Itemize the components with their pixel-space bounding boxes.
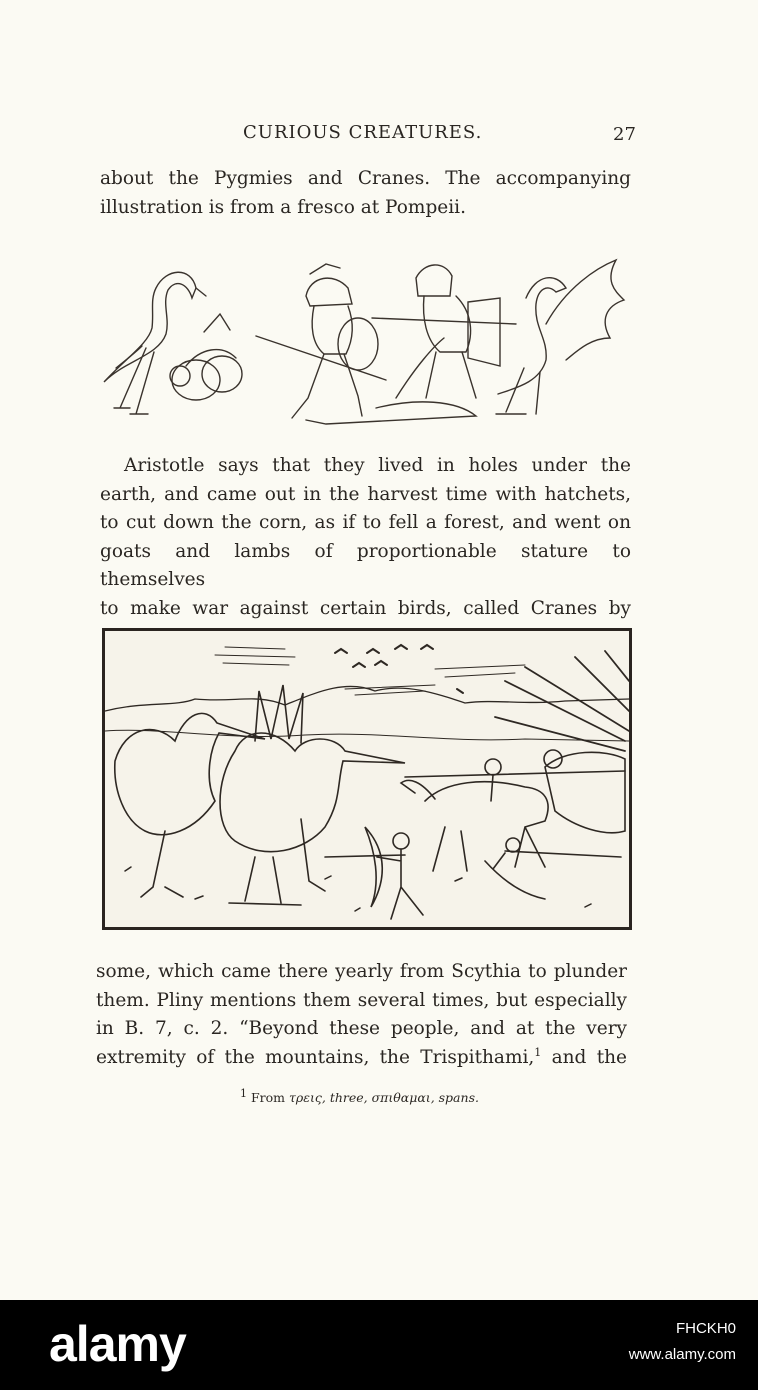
text-line: some, which came there yearly from Scythia to plunder [96,961,627,982]
site-url: www.alamy.com [628,1346,736,1363]
mountain-horizon [105,686,629,711]
text-line: earth, and came out in the harvest time with hatchets, [100,483,631,505]
footnote-marker: 1 [240,1086,247,1100]
paragraph-pygmies [100,165,631,222]
fresco-illustration [96,248,628,430]
text-line: illustration is from a fresco at Pompeii. [100,196,466,218]
pygmy-spearman-figure [372,265,516,398]
crane-group [115,685,405,905]
running-header: CURIOUS CREATURES. [243,122,483,143]
crane-figure [104,272,206,414]
crane-figure [496,260,624,414]
greek-word: τρεις, [288,1090,326,1105]
text-line: them. Pliny mentions them several times, but especially [96,989,627,1011]
paragraph-aristotle [100,452,631,623]
footnote-gloss: three, [325,1090,368,1105]
text-line: to cut down the corn, as if to fell a forest, and went on [100,512,631,533]
ground-tufts [125,867,591,911]
text-line: Aristotle says that they lived in holes under the [124,455,631,476]
footnote-text: From [247,1090,289,1105]
sky-hatching [215,647,525,695]
text-line: in B. 7, c. 2. “Beyond these people, and at the very [96,1018,627,1039]
text-segment: extremity of the mountains, the Trispithami, [96,1046,535,1068]
archer-figure [325,827,423,919]
woodcut-illustration [102,628,632,930]
paragraph-pliny [96,958,627,1072]
page-number: 27 [613,124,636,145]
text-line [96,1044,627,1073]
pygmy-warrior-figure [256,264,386,418]
image-id: FHCKH0 [675,1320,736,1337]
footnote-gloss: spans. [434,1090,479,1105]
text-line: to make war against certain birds, called Cranes by [100,597,631,619]
footnote-reference: 1 [534,1045,542,1059]
text-segment: and the [541,1046,627,1068]
fallen-crane-figure [306,338,476,424]
goat-rider-group [401,750,625,899]
fallen-pygmy-figure [170,314,242,400]
footnote [240,1086,479,1105]
text-line: goats and lambs of proportionable stature to themselves [100,540,631,590]
text-line: about the Pygmies and Cranes. The accompanying [100,168,631,189]
alamy-logo: alamy [49,1316,186,1372]
greek-word: σπιθαμαι, [367,1090,435,1105]
